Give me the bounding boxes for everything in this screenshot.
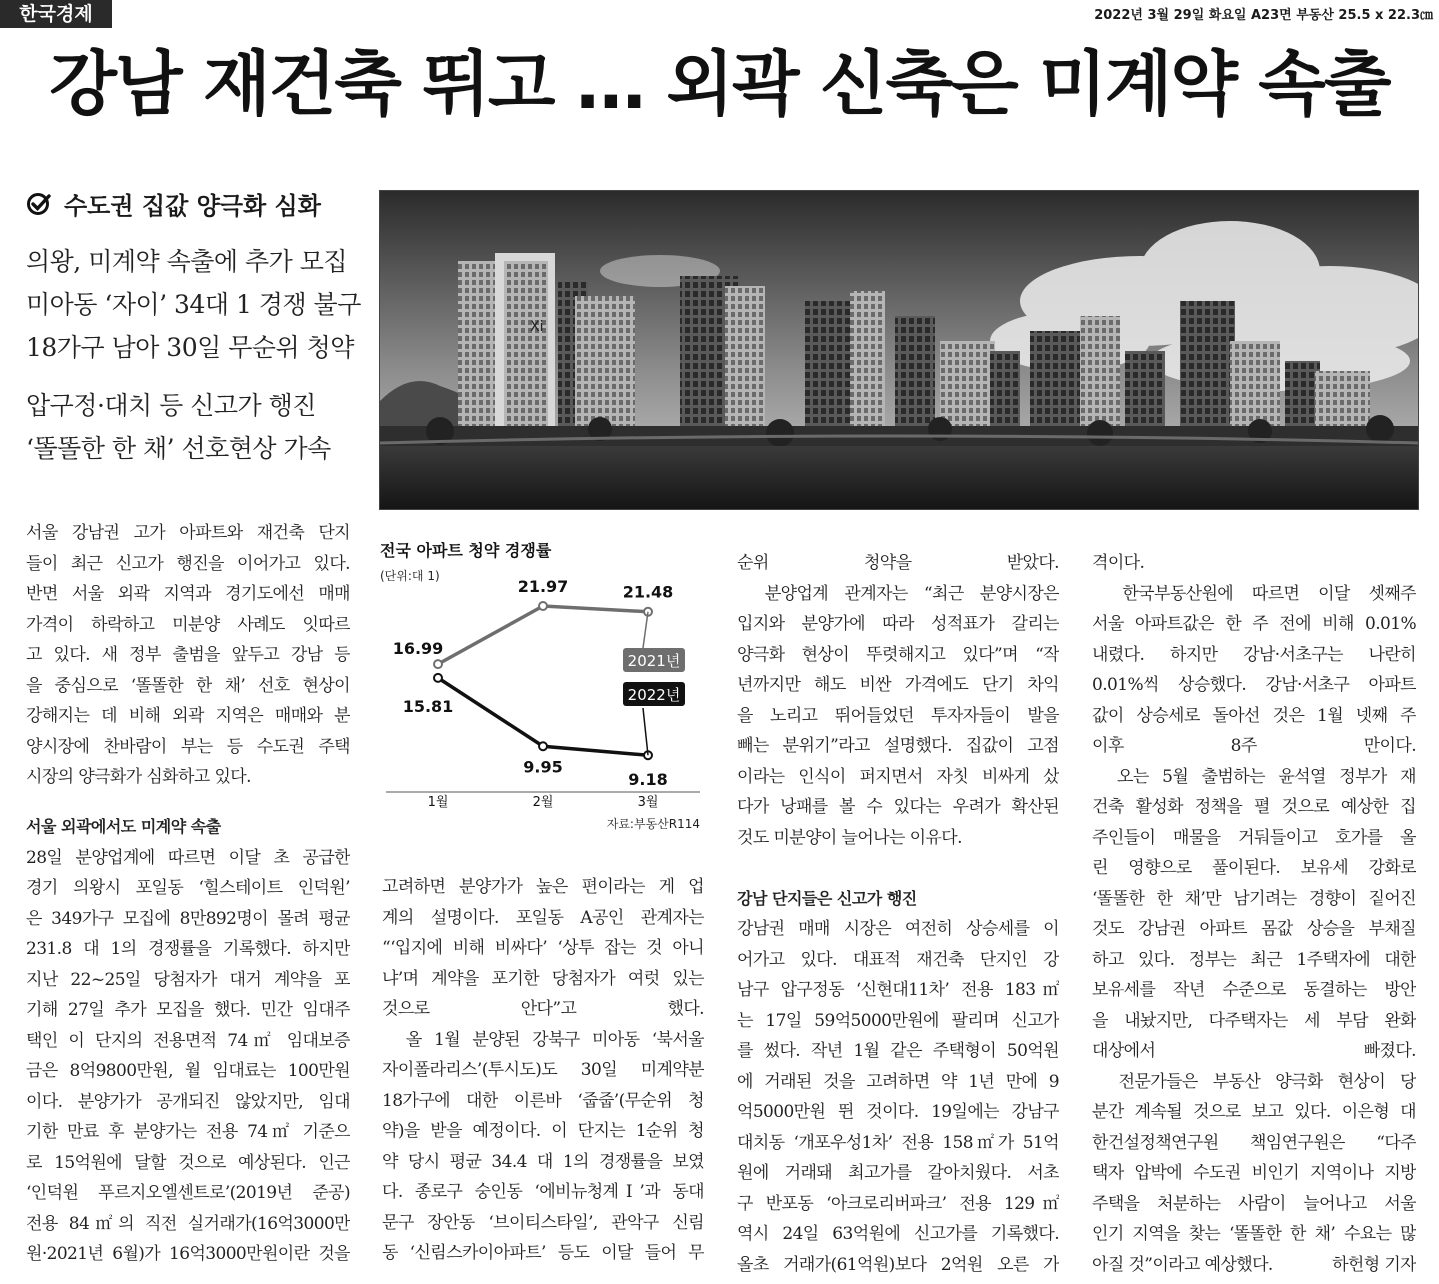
text-line: 자이폴라리스’(투시도)도 30일 미계약분 (382, 1060, 704, 1080)
text-line: 주택을 처분하는 사람이 늘어나고 서울 (1092, 1193, 1416, 1214)
text-line: 전용 84㎡의 직전 실거래가(16억3000만 (26, 1213, 350, 1234)
text-line: 서울 아파트값은 한 주 전에 비해 0.01% (1092, 614, 1416, 634)
deck-line: ‘똘똘한 한 채’ 선호현상 가속 (26, 434, 331, 463)
text-line: 하고 있다. 정부는 최근 1주택자에 대한 (1092, 949, 1416, 970)
text-line: 한국부동산원에 따르면 이달 셋째주 (1092, 583, 1416, 604)
article-column-1-intro (26, 518, 350, 793)
check-circle-icon (26, 192, 52, 216)
text-line: 이라는 인식이 퍼지면서 자칫 비싸게 샀 (737, 766, 1059, 787)
deck-2 (26, 384, 331, 470)
text-line: 택자 압박에 수도권 비인기 지역이나 지방 (1092, 1163, 1416, 1183)
chart-title: 전국 아파트 청약 경쟁률 (380, 541, 552, 560)
text-line: 18가구에 대한 이른바 ‘줍줍’(무순위 청 (382, 1090, 704, 1111)
text-line: 기해 27일 추가 모집을 했다. 민간 임대주 (26, 1000, 350, 1020)
data-point (434, 674, 442, 682)
text-line: 기한 만료 후 분양가는 전용 74㎡ 기준으 (26, 1122, 350, 1142)
text-line: 를 썼다. 작년 1월 같은 주택형이 50억원 (737, 1041, 1059, 1061)
text-line: 에 거래된 것을 고려하면 약 1년 만에 9 (737, 1071, 1059, 1092)
headline: 강남 재건축 뛰고 … 외곽 신축은 미계약 속출 (49, 43, 1390, 125)
data-point (539, 742, 547, 750)
text-line: 반면 서울 외곽 지역과 경기도에선 매매 (26, 584, 350, 604)
text-line: 오는 5월 출범하는 윤석열 정부가 재 (1092, 766, 1416, 787)
text-line: 문구 장안동 ‘브이티스타일’, 관악구 신림 (382, 1212, 704, 1233)
text-line: 로 15억원에 달할 것으로 예상된다. 인근 (26, 1152, 350, 1173)
text-line: 양극화 현상이 뚜렷해지고 있다”며 “작 (737, 644, 1059, 665)
text-line: 다가 낭패를 볼 수 있다는 우려가 확산된 (737, 797, 1059, 817)
text-line: 한건설정책연구원 책임연구원은 “다주 (1092, 1132, 1416, 1153)
text-line: 올초 거래가(61억원)보다 2억원 오른 가 (737, 1254, 1059, 1275)
text-line: 경기 의왕시 포일동 ‘힐스테이트 인덕원’ (26, 878, 350, 898)
legend-leader-line (643, 708, 648, 755)
text-line: 것도 미분양이 늘어나는 이유다. (737, 827, 962, 848)
data-label: 9.95 (523, 757, 563, 777)
deck-1 (26, 240, 361, 369)
text-line: 계의 설명이다. 포일동 A공인 관계자는 (382, 907, 704, 928)
text-line: 약)을 받을 예정이다. 이 단지는 1순위 청 (382, 1121, 704, 1141)
x-tick-label: 2월 (532, 795, 554, 810)
text-line: 것도 강남권 아파트 몸값 상승을 부채질 (1092, 919, 1416, 939)
text-line: 억5000만원 뛴 것이다. 19일에는 강남구 (737, 1102, 1059, 1122)
text-line: 을 내놨지만, 다주택자는 세 부담 완화 (1092, 1010, 1416, 1031)
legend-label: 2021년 (627, 652, 681, 670)
newspaper-brand: 한국경제 (0, 0, 112, 28)
text-line: 대치동 ‘개포우성1차’ 전용 158㎡가 51억 (737, 1132, 1059, 1153)
text-line: 빼는 분위기”라고 설명했다. 집값이 고점 (737, 736, 1059, 756)
text-line: 들이 최근 신고가 행진을 이어가고 있다. (26, 553, 350, 574)
text-line: 양시장에 찬바람이 부는 등 수도권 주택 (26, 736, 350, 757)
data-label: 16.99 (392, 639, 444, 659)
text-line: 약 당시 평균 34.4 대 1의 경쟁률을 보였 (382, 1151, 704, 1172)
text-line: 내렸다. 하지만 강남·서초구는 나란히 (1092, 644, 1416, 665)
legend-leader-line (643, 612, 648, 648)
text-line: “‘입지에 비해 비싸다’ ‘상투 잡는 것 아니 (382, 938, 704, 958)
byline: 하헌형 기자 (1332, 1254, 1416, 1275)
deck-line: 의왕, 미계약 속출에 추가 모집 (26, 247, 348, 276)
text-line: 시장의 양극화가 심화하고 있다. (26, 767, 251, 787)
data-label: 15.81 (402, 696, 454, 716)
x-tick-label: 3월 (637, 795, 659, 810)
text-line: 다. 종로구 숭인동 ‘에비뉴청계Ⅰ’과 동대 (382, 1182, 704, 1202)
text-line: 값이 상승세로 돌아선 것은 1월 넷째 주 (1092, 705, 1416, 726)
deck-line: 18가구 남아 30일 무순위 청약 (26, 333, 354, 362)
data-label: 21.48 (622, 582, 674, 602)
deck-line: 미아동 ‘자이’ 34대 1 경쟁 불구 (26, 290, 361, 319)
x-tick-label: 1월 (427, 795, 449, 810)
data-point (434, 660, 442, 668)
text-line: 이다. 분양가가 공개되진 않았지만, 임대 (26, 1091, 350, 1112)
text-line (1092, 1250, 1416, 1281)
text-line: 분양업계 관계자는 “최근 분양시장은 (737, 583, 1059, 604)
text-line: 금은 8억9800만원, 월 임대료는 100만원 (26, 1061, 350, 1081)
text-line: 대상에서 빠졌다. (1092, 1041, 1416, 1061)
text-line: 역시 24일 63억원에 신고가를 기록했다. (737, 1224, 1059, 1244)
text-line: 주인들이 매물을 거둬들이고 호가를 올 (1092, 827, 1416, 848)
text-line: 28일 분양업계에 따르면 이달 초 공급한 (26, 847, 350, 868)
competition-rate-chart (378, 534, 708, 834)
text-line: 것으로 안다”고 했다. (382, 999, 704, 1019)
text-line: 231.8 대 1의 경쟁률을 기록했다. 하지만 (26, 939, 350, 959)
text-line: 고 있다. 새 정부 출범을 앞두고 강남 등 (26, 645, 350, 665)
text-line: 원·2021년 6월)가 16억3000만원이란 것을 (26, 1244, 350, 1264)
text-line: 는 17일 59억5000만원에 팔리며 신고가 (737, 1010, 1059, 1031)
svg-text:Xi: Xi (530, 319, 544, 335)
text-line: 0.01%씩 상승했다. 강남·서초구 아파트 (1092, 675, 1416, 695)
text-line: 고려하면 분양가가 높은 편이라는 게 업 (382, 877, 704, 897)
subheadline (26, 186, 321, 221)
text-line: 냐’며 계약을 포기한 당첨자가 여럿 있는 (382, 968, 704, 989)
text-line: 보유세를 작년 수준으로 동결하는 방안 (1092, 980, 1416, 1000)
chart-source: 자료:부동산R114 (606, 817, 700, 831)
data-label: 21.97 (517, 577, 569, 597)
text-line: 어가고 있다. 대표적 재건축 단지인 강 (737, 949, 1059, 970)
text-line: 구 반포동 ‘아크로리버파크’ 전용 129㎡ (737, 1193, 1059, 1214)
dateline: 2022년 3월 29일 화요일 A23면 부동산 25.5 x 22.3㎝ (1094, 8, 1433, 23)
text-line: ‘인덕원 푸르지오엘센트로’(2019년 준공) (26, 1183, 350, 1203)
data-point (539, 602, 547, 610)
legend-label: 2022년 (627, 686, 681, 704)
article-column-1-section (26, 812, 350, 1270)
text-line: 입지와 분양가에 따라 성적표가 갈리는 (737, 614, 1059, 634)
text-line: 격이다. (1092, 553, 1145, 573)
text-line: 동 ‘신림스카이아파트’ 등도 이달 들어 무 (382, 1243, 704, 1263)
text-line: 건축 활성화 정책을 펼 것으로 예상한 집 (1092, 797, 1416, 817)
text-line: 전문가들은 부동산 양극화 현상이 당 (1092, 1071, 1416, 1092)
text-line: 남구 압구정동 ‘신현대11차’ 전용 183㎡ (737, 980, 1059, 1000)
apartment-photo (379, 190, 1419, 510)
text-line: 택인 이 단지의 전용면적 74㎡ 임대보증 (26, 1030, 350, 1051)
series-line (438, 606, 648, 664)
text-line: 순위 청약을 받았다. (737, 553, 1059, 573)
text-line: 을 중심으로 ‘똘똘한 한 채’ 선호 현상이 (26, 675, 350, 696)
text-line: 강해지는 데 비해 외곽 지역은 매매와 분 (26, 706, 350, 726)
section-title-1: 서울 외곽에서도 미계약 속출 (26, 817, 221, 836)
text-line: 린 영향으로 풀이된다. 보유세 강화로 (1092, 858, 1416, 878)
text-line: 을 노리고 뛰어들었던 투자자들이 발을 (737, 705, 1059, 726)
text-line: 이후 8주 만이다. (1092, 736, 1416, 756)
text-line: 아질 것”이라고 예상했다. (1092, 1254, 1273, 1275)
text-line: 은 349가구 모집에 8만892명이 몰려 평균 (26, 908, 350, 929)
text-line: 년까지만 해도 비싼 가격에도 단기 차익 (737, 675, 1059, 695)
article-column-2 (382, 872, 704, 1269)
text-line: ‘똘똘한 한 채’만 남기려는 경향이 짙어진 (1092, 888, 1416, 909)
text-line: 분간 계속될 것으로 보고 있다. 이은형 대 (1092, 1102, 1416, 1122)
section-title-2: 강남 단지들은 신고가 행진 (737, 888, 917, 908)
text-line: 서울 강남권 고가 아파트와 재건축 단지 (26, 523, 350, 543)
subheadline-text: 수도권 집값 양극화 심화 (64, 192, 321, 220)
text-line: 인기 지역을 찾는 ‘똘똘한 한 채’ 수요는 많 (1092, 1224, 1416, 1244)
text-line: 강남권 매매 시장은 여전히 상승세를 이 (737, 919, 1059, 939)
deck-line: 압구정·대치 등 신고가 행진 (26, 391, 316, 420)
data-label: 9.18 (628, 770, 668, 790)
article-column-3 (737, 548, 1059, 1280)
text-line: 원에 거래돼 최고가를 갈아치웠다. 서초 (737, 1163, 1059, 1183)
text-line: 올 1월 분양된 강북구 미아동 ‘북서울 (382, 1029, 704, 1050)
article-column-4 (1092, 548, 1416, 1280)
text-line: 가격이 하락하고 미분양 사례도 잇따르 (26, 614, 350, 635)
chart-unit: (단위:대 1) (380, 569, 440, 583)
text-line: 지난 22~25일 당첨자가 대거 계약을 포 (26, 969, 350, 990)
